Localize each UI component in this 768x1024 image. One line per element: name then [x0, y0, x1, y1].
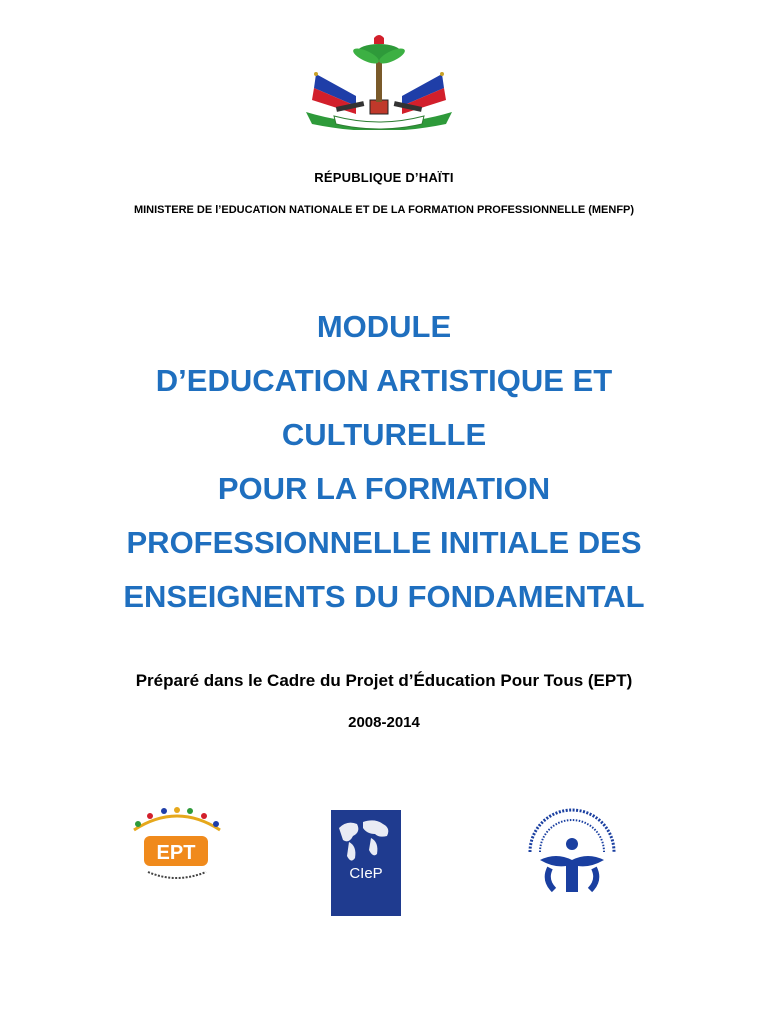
republic-heading: RÉPUBLIQUE D’HAÏTI [314, 170, 454, 185]
ministry-heading: MINISTERE DE l’EDUCATION NATIONALE ET DE LA FORMATION PROFESSIONNELLE (MENFP) [133, 204, 635, 216]
project-subtitle: Préparé dans le Cadre du Projet d’Éducation Pour Tous (EPT) [135, 671, 633, 690]
title-line: MODULE [316, 309, 452, 344]
coat-of-arms-image [296, 34, 462, 130]
title-line: D’EDUCATION ARTISTIQUE ET [155, 363, 613, 398]
title-line: CULTURELLE [281, 417, 487, 452]
title-line: POUR LA FORMATION [217, 471, 551, 506]
fondation-logo [520, 808, 624, 894]
ept-logo [126, 806, 228, 886]
title-line: PROFESSIONNELLE INITIALE DES [126, 525, 642, 560]
project-years: 2008-2014 [348, 714, 420, 731]
ept-logo-text: EPT [156, 842, 196, 864]
title-line: ENSEIGNENTS DU FONDAMENTAL [123, 579, 645, 614]
document-title [0, 300, 768, 624]
ciep-logo [331, 810, 401, 916]
ciep-logo-text: CIeP [349, 865, 383, 882]
